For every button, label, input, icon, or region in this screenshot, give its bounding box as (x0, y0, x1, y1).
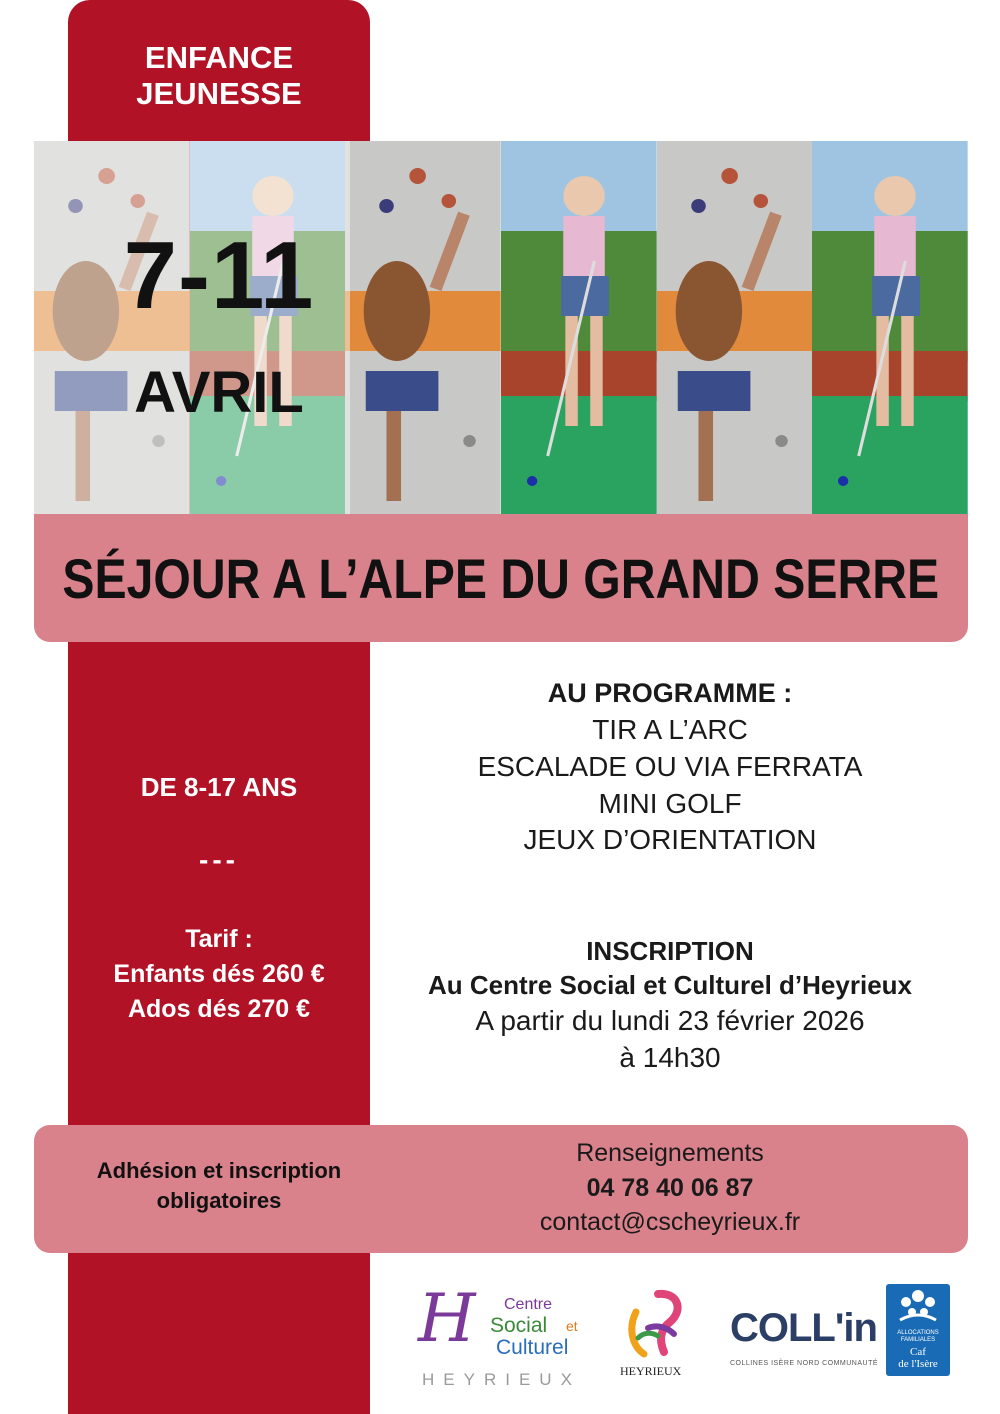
programme-item: TIR A L’ARC (592, 713, 748, 745)
caf-word: Caf (910, 1346, 926, 1358)
heyrieux-mark-icon (618, 1288, 688, 1362)
collin-logo (730, 1302, 879, 1372)
programme-item: JEUX D’ORIENTATION (523, 824, 817, 856)
csc-word-et: et (566, 1318, 578, 1334)
tarif-label: Tarif : (185, 925, 253, 953)
inscription-block (380, 934, 960, 1077)
inscription-heading: INSCRIPTION (586, 936, 754, 966)
caf-family-icon (886, 1284, 950, 1328)
caf-region: de l'Isère (898, 1358, 938, 1371)
section-line-2: JEUNESSE (136, 75, 302, 111)
programme-block (380, 676, 960, 859)
phone-number[interactable]: 04 78 40 06 87 (586, 1173, 754, 1202)
inscription-place: Au Centre Social et Culturel d’Heyrieux (427, 970, 912, 1001)
inscription-time: à 14h30 (619, 1041, 721, 1073)
inscription-date: A partir du lundi 23 février 2026 (475, 1004, 865, 1036)
collin-tagline: COLLINES ISÈRE NORD COMMUNAUTÉ (730, 1360, 879, 1367)
age-range: DE 8-17 ANS (140, 772, 298, 802)
climbing-photo (657, 141, 813, 514)
adhesion-note (68, 1156, 370, 1217)
mini-golf-photo (812, 141, 968, 514)
collin-name: COLL'in (730, 1306, 877, 1350)
csc-word-social: Social (490, 1314, 548, 1337)
tarif-ados: Ados dés 270 € (127, 995, 311, 1023)
email-link[interactable]: contact@cscheyrieux.fr (539, 1208, 801, 1236)
caf-name (886, 1346, 950, 1370)
section-line-1: ENFANCE (144, 40, 294, 75)
tarif-block (68, 922, 370, 1027)
tarif-enfants: Enfants dés 260 € (113, 960, 325, 988)
mini-golf-photo (501, 141, 657, 514)
page-title: SÉJOUR A L’ALPE DU GRAND SERRE (62, 546, 940, 610)
date-month: AVRIL (134, 360, 304, 425)
adhesion-line-2: obligatoires (156, 1188, 282, 1214)
contact-block (380, 1136, 960, 1240)
caf-logo (886, 1284, 950, 1376)
csc-letter: H (418, 1280, 476, 1357)
separator: --- (199, 844, 239, 875)
heyrieux-name: HEYRIEUX (620, 1364, 682, 1378)
date-days: 7-11 (123, 222, 315, 329)
csc-heyrieux-logo (416, 1280, 588, 1389)
dates-block (68, 222, 370, 425)
csc-word-centre: Centre (504, 1296, 553, 1313)
info-label: Renseignements (576, 1139, 764, 1167)
programme-item: ESCALADE OU VIA FERRATA (477, 750, 863, 782)
programme-item: MINI GOLF (598, 787, 742, 819)
partner-logos (410, 1280, 970, 1390)
title-band (34, 514, 968, 642)
section-label (68, 40, 370, 111)
csc-city: HEYRIEUX (422, 1370, 581, 1389)
programme-heading: AU PROGRAMME : (547, 678, 793, 708)
heyrieux-town-logo (618, 1288, 694, 1384)
caf-allocations: ALLOCATIONS FAMILIALES (897, 1330, 939, 1343)
adhesion-line-1: Adhésion et inscription (96, 1158, 342, 1183)
csc-word-culturel: Culturel (496, 1336, 569, 1359)
